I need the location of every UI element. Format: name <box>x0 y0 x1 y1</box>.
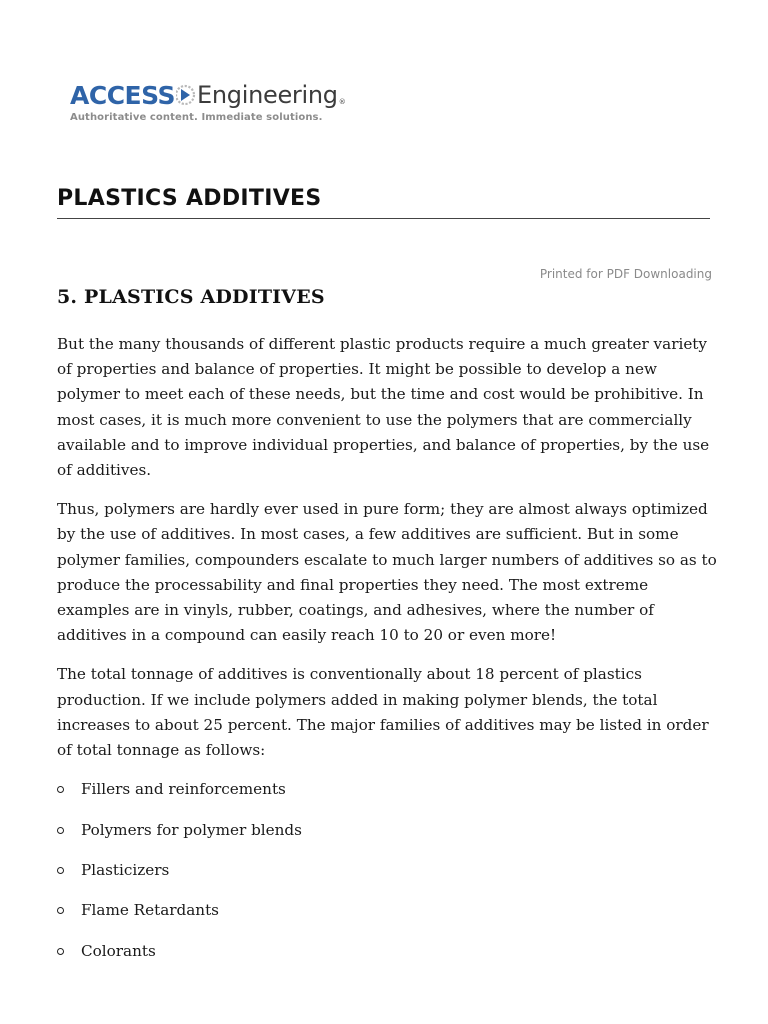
section-body <box>57 332 717 979</box>
document-title: PLASTICS ADDITIVES <box>57 186 322 211</box>
list-item-text: Plasticizers <box>81 861 170 880</box>
bullet-circle-icon <box>57 786 64 793</box>
bullet-circle-icon <box>57 948 64 955</box>
list-item <box>57 858 717 898</box>
list-item <box>57 818 717 858</box>
print-note: Printed for PDF Downloading <box>539 267 712 281</box>
list-item-text: Colorants <box>81 941 156 960</box>
logo-tagline: Authoritative content. Immediate solutions. <box>70 112 323 123</box>
logo-access-text: ACCESS <box>70 80 176 110</box>
additives-list <box>57 777 717 979</box>
logo-wordmark <box>70 78 360 112</box>
bullet-circle-icon <box>57 827 64 834</box>
list-item <box>57 898 717 938</box>
bullet-circle-icon <box>57 907 64 914</box>
access-engineering-logo <box>70 78 360 138</box>
list-item-text: Polymers for polymer blends <box>81 820 302 839</box>
paragraph: The total tonnage of additives is conventionally about 18 percent of plastics production. If we include polymers added in making polymer blends, the total increases to about 25 percent. The major families of additives may be listed in order of total tonnage as follows: <box>57 665 709 760</box>
paragraph: But the many thousands of different plastic products require a much greater variety of properties and balance of properties. It might be possible to develop a new polymer to meet each of these needs, but the time and cost would be prohibitive. In most cases, it is much more convenient to use the polymers that are commercially available and to improve individual properties, and balance of properties, by the use of additives. <box>57 335 710 480</box>
paragraph: Thus, polymers are hardly ever used in pure form; they are almost always optimized by the use of additives. In most cases, a few additives are sufficient. But in some polymer families, compounders escalate to much larger numbers of additives so as to produce the processability and final properties they need. The most extreme examples are in vinyls, rubber, coatings, and adhesives, where the number of additives in a compound can easily reach 10 to 20 or even more! <box>57 500 717 645</box>
registered-mark: ® <box>338 98 346 106</box>
title-divider <box>57 218 710 219</box>
list-item <box>57 939 717 979</box>
list-item <box>57 777 717 817</box>
section-heading: 5. PLASTICS ADDITIVES <box>57 286 325 308</box>
list-item-text: Flame Retardants <box>81 901 219 920</box>
list-item-text: Fillers and reinforcements <box>81 780 286 799</box>
gear-arrow-icon <box>176 80 196 110</box>
bullet-circle-icon <box>57 867 64 874</box>
logo-engineering-text: Engineering <box>197 81 338 109</box>
